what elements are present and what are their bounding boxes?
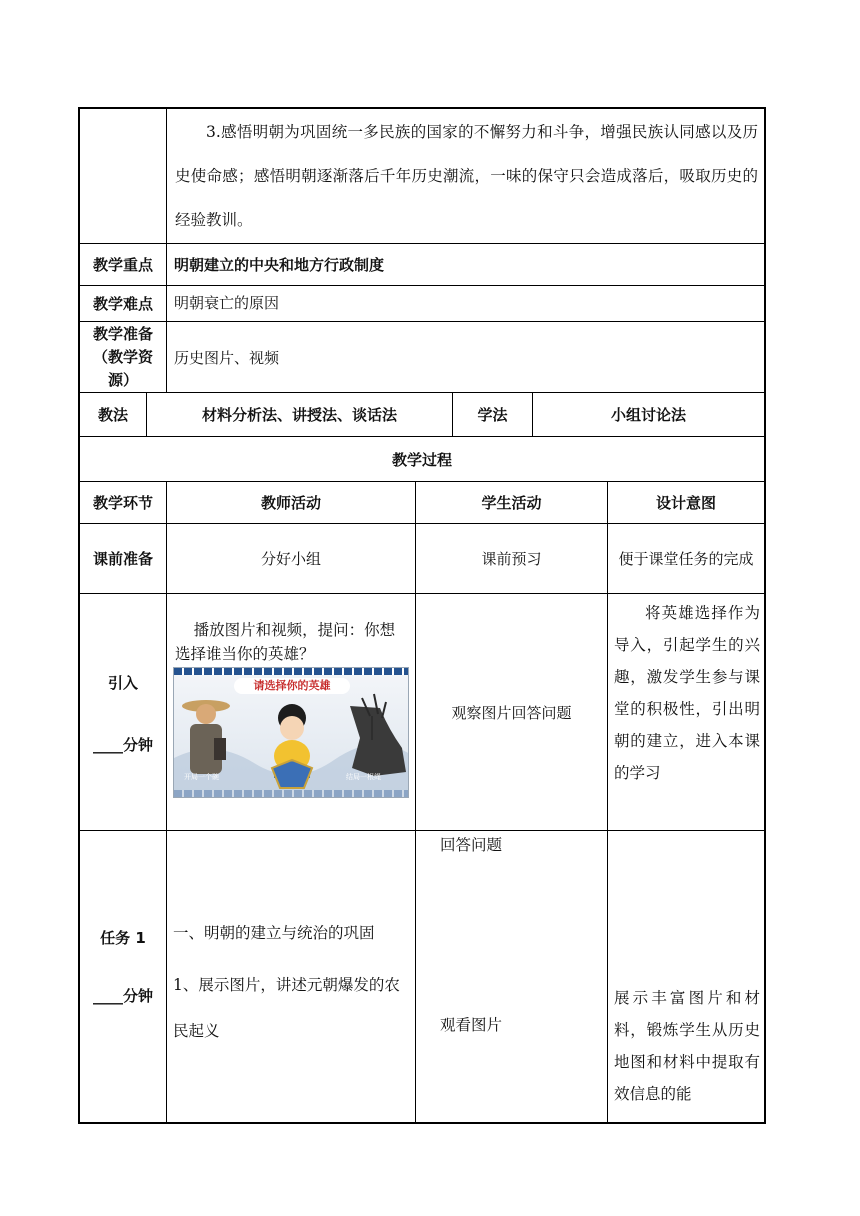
key-point-value-text: 明朝建立的中央和地方行政制度 bbox=[174, 256, 385, 274]
prep-teacher bbox=[167, 524, 415, 593]
header-teacher-text: 教师活动 bbox=[260, 494, 321, 512]
task1-student-view: 观看图片 bbox=[440, 1016, 503, 1034]
task1-student bbox=[416, 831, 607, 1122]
prep-student bbox=[416, 524, 607, 593]
teaching-method-label-text: 教法 bbox=[97, 406, 128, 424]
intro-stage-title: 引入 bbox=[107, 674, 138, 692]
prep-student-text: 课前预习 bbox=[481, 550, 542, 568]
task1-teacher bbox=[167, 831, 415, 1122]
teaching-method-value-text: 材料分析法、讲授法、谈话法 bbox=[201, 406, 397, 424]
task1-student-answer: 回答问题 bbox=[440, 836, 503, 854]
preparation-label bbox=[82, 322, 164, 392]
task1-stage bbox=[80, 831, 166, 1122]
difficulty-label bbox=[80, 286, 166, 321]
learning-method-value-text: 小组讨论法 bbox=[610, 406, 686, 424]
prep-stage-text: 课前准备 bbox=[92, 550, 153, 568]
key-point-label-text: 教学重点 bbox=[92, 256, 153, 274]
hero-choice-image bbox=[173, 667, 409, 798]
learning-method-label bbox=[453, 393, 532, 436]
intro-stage bbox=[80, 594, 166, 830]
header-stage-text: 教学环节 bbox=[92, 494, 153, 512]
process-title-text: 教学过程 bbox=[391, 450, 452, 469]
preparation-label-text: 教学准备（教学资源） bbox=[92, 324, 153, 389]
table-border-top bbox=[78, 107, 766, 109]
table-border-bottom bbox=[78, 1122, 766, 1124]
key-point-value bbox=[174, 244, 762, 285]
key-point-label bbox=[80, 244, 166, 285]
learning-method-label-text: 学法 bbox=[477, 406, 508, 424]
difficulty-value bbox=[174, 284, 762, 321]
intro-intent-text: 将英雄选择作为导入，引起学生的兴趣，激发学生参与课堂的积极性，引出明朝的建立，进入本课的学习 bbox=[614, 604, 760, 782]
header-stage bbox=[80, 482, 166, 523]
intro-student bbox=[416, 594, 607, 830]
objective-3 bbox=[167, 110, 764, 243]
header-student-text: 学生活动 bbox=[481, 494, 542, 512]
process-title bbox=[80, 437, 764, 481]
image-caption-left: 开局一个碗 bbox=[184, 773, 219, 781]
tree-scene-shape bbox=[350, 694, 406, 776]
intro-intent bbox=[614, 594, 760, 830]
task1-intent bbox=[614, 831, 760, 1122]
difficulty-label-text: 教学难点 bbox=[92, 295, 153, 313]
header-intent-text: 设计意图 bbox=[655, 494, 716, 512]
intro-minutes: ____分钟 bbox=[92, 736, 153, 754]
preparation-value-text: 历史图片、视频 bbox=[174, 348, 280, 367]
prep-stage bbox=[80, 524, 166, 593]
prep-intent bbox=[612, 524, 760, 593]
teaching-method-value bbox=[147, 393, 452, 436]
difficulty-value-text: 明朝衰亡的原因 bbox=[174, 294, 280, 312]
image-banner-title: 请选择你的英雄 bbox=[234, 678, 350, 694]
intro-student-text: 观察图片回答问题 bbox=[451, 703, 572, 722]
intro-teacher bbox=[167, 594, 415, 830]
intro-teacher-text: 播放图片和视频，提问：你想选择谁当你的英雄？ bbox=[175, 621, 396, 663]
objective-3-text: 3.感悟明朝为巩固统一多民族的国家的不懈努力和斗争，增强民族认同感以及历史使命感；感悟明朝逐渐落后千年历史潮流，一味的保守只会造成落后，吸取历史的经验教训。 bbox=[175, 123, 758, 229]
col-divider bbox=[607, 481, 608, 1122]
header-student bbox=[416, 482, 607, 523]
table-border-right bbox=[764, 107, 766, 1124]
task1-teacher-heading: 一、明朝的建立与统治的巩固 bbox=[173, 924, 375, 942]
learning-method-value bbox=[533, 393, 764, 436]
prep-intent-text: 便于课堂任务的完成 bbox=[618, 549, 754, 568]
task1-stage-title: 任务 1 bbox=[100, 929, 146, 947]
task1-intent-text: 展示丰富图片和材料，锻炼学生从历史地图和材料中提取有效信息的能 bbox=[614, 989, 760, 1103]
image-caption-right: 结局一根绳 bbox=[346, 773, 381, 781]
teaching-method-label bbox=[80, 393, 146, 436]
preparation-value bbox=[174, 322, 762, 392]
header-intent bbox=[608, 482, 764, 523]
header-teacher bbox=[167, 482, 415, 523]
prep-teacher-text: 分好小组 bbox=[260, 550, 321, 568]
task1-minutes: ____分钟 bbox=[92, 987, 153, 1005]
task1-teacher-item: 1、展示图片，讲述元朝爆发的农民起义 bbox=[173, 976, 400, 1040]
